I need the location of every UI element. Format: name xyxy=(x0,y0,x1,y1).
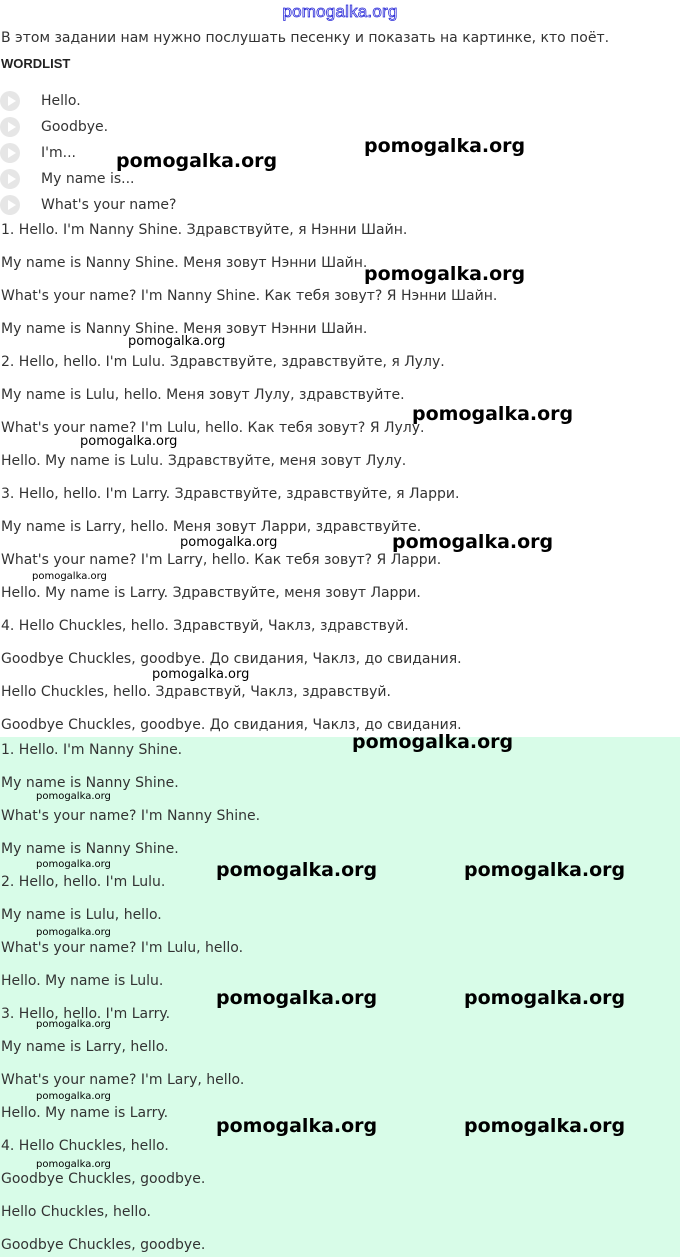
wordlist-item xyxy=(0,168,135,190)
wordlist-item-label: My name is... xyxy=(41,171,135,187)
watermark: pomogalka.org xyxy=(464,859,626,881)
watermark: pomogalka.org xyxy=(116,150,278,172)
wordlist-item-label: Hello. xyxy=(41,93,81,109)
wordlist-item xyxy=(0,90,81,112)
play-icon[interactable] xyxy=(0,91,20,111)
watermark: pomogalka.org xyxy=(180,535,278,550)
watermark: pomogalka.org xyxy=(36,791,111,802)
watermark: pomogalka.org xyxy=(152,667,250,682)
wordlist-item xyxy=(0,194,176,216)
answer-line: What's your name? I'm Nanny Shine. xyxy=(1,808,261,824)
watermark: pomogalka.org xyxy=(36,927,111,938)
watermark: pomogalka.org xyxy=(352,731,514,753)
watermark: pomogalka.org xyxy=(36,1159,111,1170)
lyric-line: 2. Hello, hello. I'm Lulu. Здравствуйте, здравствуйте, я Лулу. xyxy=(1,354,445,370)
watermark: pomogalka.org xyxy=(392,531,554,553)
lyric-line: What's your name? I'm Lulu, hello. Как тебя зовут? Я Лулу. xyxy=(1,420,425,436)
watermark: pomogalka.org xyxy=(32,571,107,582)
lyric-line: Hello. My name is Larry. Здравствуйте, меня зовут Ларри. xyxy=(1,585,421,601)
answer-line: 1. Hello. I'm Nanny Shine. xyxy=(1,742,183,758)
lyric-line: 1. Hello. I'm Nanny Shine. Здравствуйте, я Нэнни Шайн. xyxy=(1,222,408,238)
watermark: pomogalka.org xyxy=(36,1091,111,1102)
wordlist-item-label: I'm... xyxy=(41,145,76,161)
lyric-line: 3. Hello, hello. I'm Larry. Здравствуйте, здравствуйте, я Ларри. xyxy=(1,486,460,502)
wordlist-item-label: What's your name? xyxy=(41,197,177,213)
watermark: pomogalka.org xyxy=(464,987,626,1009)
answer-line: My name is Nanny Shine. xyxy=(1,775,179,791)
answer-line: 3. Hello, hello. I'm Larry. xyxy=(1,1006,171,1022)
lyric-line: Goodbye Chuckles, goodbye. До свидания, Чаклз, до свидания. xyxy=(1,651,462,667)
watermark: pomogalka.org xyxy=(216,859,378,881)
wordlist-item-label: Goodbye. xyxy=(41,119,109,135)
watermark: pomogalka.org xyxy=(36,1019,111,1030)
answer-line: What's your name? I'm Lary, hello. xyxy=(1,1072,245,1088)
answer-line: Hello. My name is Lulu. xyxy=(1,973,164,989)
task-intro: В этом задании нам нужно послушать песенку и показать на картинке, кто поёт. xyxy=(1,30,610,46)
wordlist-item xyxy=(0,116,108,138)
watermark: pomogalka.org xyxy=(216,1115,378,1137)
watermark: pomogalka.org xyxy=(364,263,526,285)
lyric-line: 4. Hello Chuckles, hello. Здравствуй, Чаклз, здравствуй. xyxy=(1,618,409,634)
wordlist-heading: WORDLIST xyxy=(1,56,71,71)
play-icon[interactable] xyxy=(0,143,20,163)
lyric-line: Goodbye Chuckles, goodbye. До свидания, Чаклз, до свидания. xyxy=(1,717,462,733)
watermark: pomogalka.org xyxy=(80,434,178,449)
lyric-line: My name is Lulu, hello. Меня зовут Лулу, здравствуйте. xyxy=(1,387,405,403)
answer-line: What's your name? I'm Lulu, hello. xyxy=(1,940,244,956)
answer-line: 4. Hello Chuckles, hello. xyxy=(1,1138,169,1154)
play-icon[interactable] xyxy=(0,117,20,137)
watermark: pomogalka.org xyxy=(128,334,226,349)
watermark: pomogalka.org xyxy=(36,859,111,870)
answer-line: Goodbye Chuckles, goodbye. xyxy=(1,1237,206,1253)
answer-line: Hello. My name is Larry. xyxy=(1,1105,169,1121)
answer-line: My name is Nanny Shine. xyxy=(1,841,179,857)
site-logo[interactable]: pomogalka.org xyxy=(282,2,398,21)
watermark: pomogalka.org xyxy=(464,1115,626,1137)
lyric-line: My name is Nanny Shine. Меня зовут Нэнни Шайн. xyxy=(1,255,368,271)
wordlist-item xyxy=(0,142,76,164)
lyric-line: What's your name? I'm Larry, hello. Как тебя зовут? Я Ларри. xyxy=(1,552,442,568)
lyric-line: My name is Nanny Shine. Меня зовут Нэнни Шайн. xyxy=(1,321,368,337)
play-icon[interactable] xyxy=(0,169,20,189)
lyric-line: Hello Chuckles, hello. Здравствуй, Чаклз, здравствуй. xyxy=(1,684,391,700)
lyric-line: Hello. My name is Lulu. Здравствуйте, меня зовут Лулу. xyxy=(1,453,407,469)
play-icon[interactable] xyxy=(0,195,20,215)
watermark: pomogalka.org xyxy=(216,987,378,1009)
answer-line: Goodbye Chuckles, goodbye. xyxy=(1,1171,206,1187)
watermark: pomogalka.org xyxy=(412,403,574,425)
lyric-line: What's your name? I'm Nanny Shine. Как тебя зовут? Я Нэнни Шайн. xyxy=(1,288,498,304)
lyric-line: My name is Larry, hello. Меня зовут Ларри, здравствуйте. xyxy=(1,519,422,535)
answer-line: My name is Larry, hello. xyxy=(1,1039,169,1055)
answer-line: Hello Chuckles, hello. xyxy=(1,1204,151,1220)
answer-line: My name is Lulu, hello. xyxy=(1,907,162,923)
answer-line: 2. Hello, hello. I'm Lulu. xyxy=(1,874,166,890)
watermark: pomogalka.org xyxy=(364,135,526,157)
